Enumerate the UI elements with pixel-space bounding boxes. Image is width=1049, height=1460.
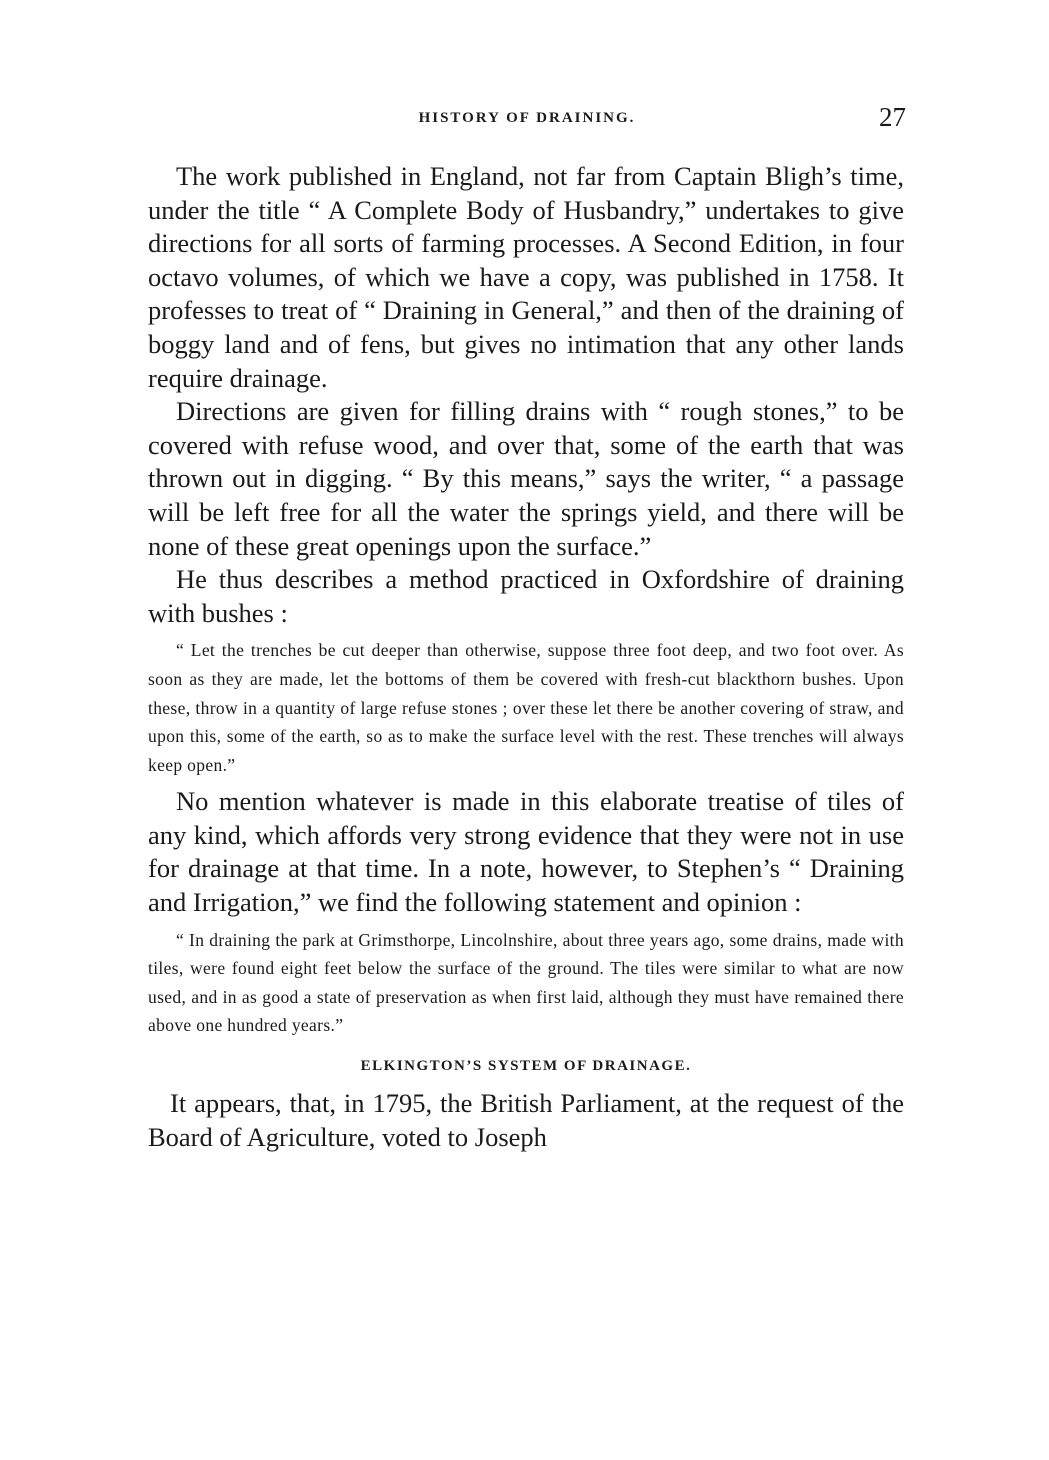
section-heading: ELKINGTON’S SYSTEM OF DRAINAGE. xyxy=(360,1058,692,1075)
running-head xyxy=(148,102,906,138)
quote-grimsthorpe: “ In draining the park at Grimsthorpe, Lincolnshire, about three years ago, some drains, made with tiles, were found eight feet below the surface of the ground. The tiles were similar to what are now used, and in as good a state of preservation as when first laid, although they must have remained there above one hundred years.” xyxy=(148,929,904,1036)
page-number: 27 xyxy=(879,102,906,132)
paragraph-filling-drains: Directions are given for filling drains with “ rough stones,” to be covered with refuse wood, and over that, some of the earth that was thrown out in digging. “ By this means,” says the writer, “ a passage will be left free for all the water the springs yield, and there will be none of these great openings upon the surface.” xyxy=(148,396,904,561)
body-text xyxy=(148,160,904,1154)
paragraph-complete-body-of-husbandry: The work published in England, not far from Captain Bligh’s time, under the title “ A Complete Body of Husbandry,” undertakes to give directions for all sorts of farming processes. A Second Edition, in four octavo volumes, of which we have a copy, was published in 1758. It professes to treat of “ Draining in General,” and then of the draining of boggy land and of fens, but gives no intimation that any other lands require drainage. xyxy=(148,161,904,393)
paragraph-no-mention-of-tiles: No mention whatever is made in this elaborate treatise of tiles of any kind, which affords very strong evidence that they were not in use for drainage at that time. In a note, however, to Stephen’s “ Draining and Irrigation,” we find the following statement and opinion : xyxy=(148,786,904,918)
paragraph-british-parliament: It appears, that, in 1795, the British Parliament, at the request of the Board of Agriculture, voted to Joseph xyxy=(148,1088,904,1152)
running-title: HISTORY OF DRAINING. xyxy=(418,110,636,126)
paragraph-oxfordshire-method: He thus describes a method practiced in Oxfordshire of draining with bushes : xyxy=(148,564,904,628)
quote-trenches: “ Let the trenches be cut deeper than otherwise, suppose three foot deep, and two foot over. As soon as they are made, let the bottoms of them be covered with fresh-cut blackthorn bushes. Upon these, throw in a quantity of large refuse stones ; over these let there be another covering of straw, and upon this, some of the earth, so as to make the surface level with the rest. These trenches will always keep open.” xyxy=(148,640,904,775)
